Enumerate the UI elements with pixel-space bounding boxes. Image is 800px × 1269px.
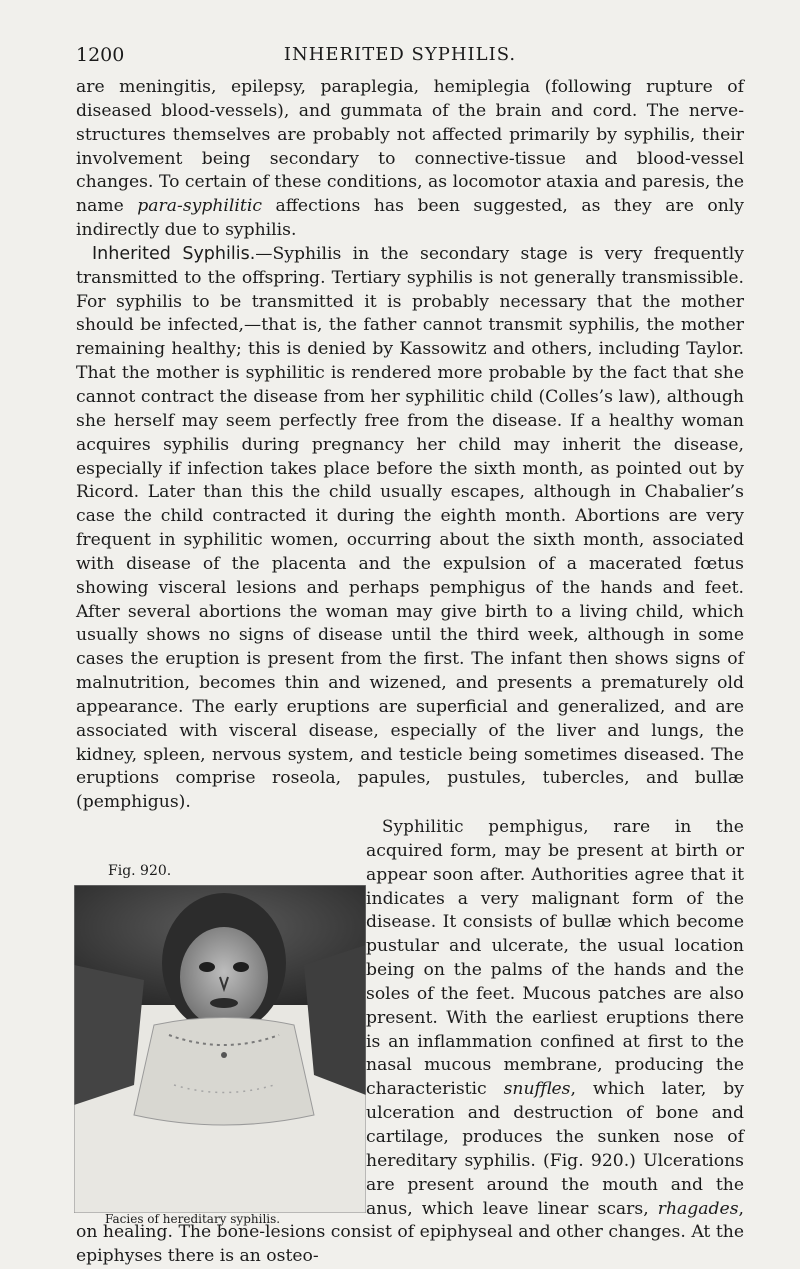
figure-label: Fig. 920. — [108, 863, 172, 879]
body-text — [76, 76, 744, 815]
figure-space — [76, 863, 366, 1198]
paragraph-1: are meningitis, epilepsy, paraplegia, hemiplegia (following rupture of diseased blood-vessels), and gummata of the brain and cord. The nerve-structures themselves are probably not affected primarily by syphilis, their involvement being secondary to connective-tissue and blood-vessel changes. To certain of these conditions, as locomotor ataxia and paresis, the name para-syphilitic affections has been suggested, as they are only indirectly due to syphilis. — [76, 77, 745, 241]
page-header — [0, 44, 800, 74]
page-number: 1200 — [76, 44, 125, 66]
running-title: INHERITED SYPHILIS. — [283, 44, 517, 65]
italic-rhagades: rhagades — [657, 1198, 739, 1219]
section-heading: Inherited Syphilis. — [92, 243, 256, 264]
paragraph-3-wrap — [76, 815, 744, 1269]
paragraph-2: Inherited Syphilis.—Syphilis in the secondary stage is very frequently transmitted to the offspring. Tertiary syphilis is not generally transmissible. For syphilis to be transmitted it is probably necessary that the mother should be infected,—that is, the father cannot transmit syphilis, the mother remaining healthy; this is denied by Kassowitz and others, including Taylor. That the mother is syphilitic is rendered more probable by the fact that she cannot contract the disease from her syphilitic child (Colles’s law), although she herself may seem perfectly free from the disease. If a healthy woman acquires syphilis during pregnancy her child may inherit the disease, especially if infection takes place before the sixth month, as pointed out by Ricord. Later than this the child usually escapes, although in Chabalier’s case the child contracted it during the eighth month. Abortions are very frequent in syphilitic women, occurring about the sixth month, associated with disease of the placenta and the expulsion of a macerated fœtus showing visceral lesions and perhaps pemphigus of the hands and feet. After several abortions the woman may give birth to a living child, which usually shows no signs of disease until the third week, although in some cases the eruption is present from the first. The infant then shows signs of malnutrition, becomes thin and wizened, and presents a prematurely old appearance. The early eruptions are superficial and generalized, and are associated with visceral disease, especially of the liver and lungs, the kidney, spleen, nervous system, and testicle being sometimes diseased. The eruptions comprise roseola, papules, pustules, tubercles, and bullæ (pemphigus). — [76, 243, 744, 813]
figure-caption: Facies of hereditary syphilis. — [105, 1212, 281, 1226]
subheading: Syphilitic pemphigus, — [382, 817, 589, 836]
para3-mid: , which later, by ulceration and destruction of bone and cartilage, produces the sunken nose of hereditary syphilis. (Fig. 920.) Ulcerations are present around the mouth and the anus, which leave linear scars, — [366, 1079, 744, 1219]
para3-end: , on healing. The bone-lesions consist of epiphyseal and other changes. At the epiphyses there is an osteo- — [76, 1198, 744, 1267]
italic-term: para-syphilitic — [137, 196, 262, 217]
italic-snuffles: snuffles — [503, 1079, 571, 1100]
para3-start: rare in the acquired form, may be present at birth or appear soon after. Authorities agree that it indicates a very malignant form of the disease. It consists of bullæ which become pustular and ulcerate, the usual location being on the palms of the hands and the soles of the feet. Mucous patches are also present. With the earliest eruptions there is an inflammation confined at first to the nasal mucous membrane, producing the characteristic — [366, 817, 744, 1100]
